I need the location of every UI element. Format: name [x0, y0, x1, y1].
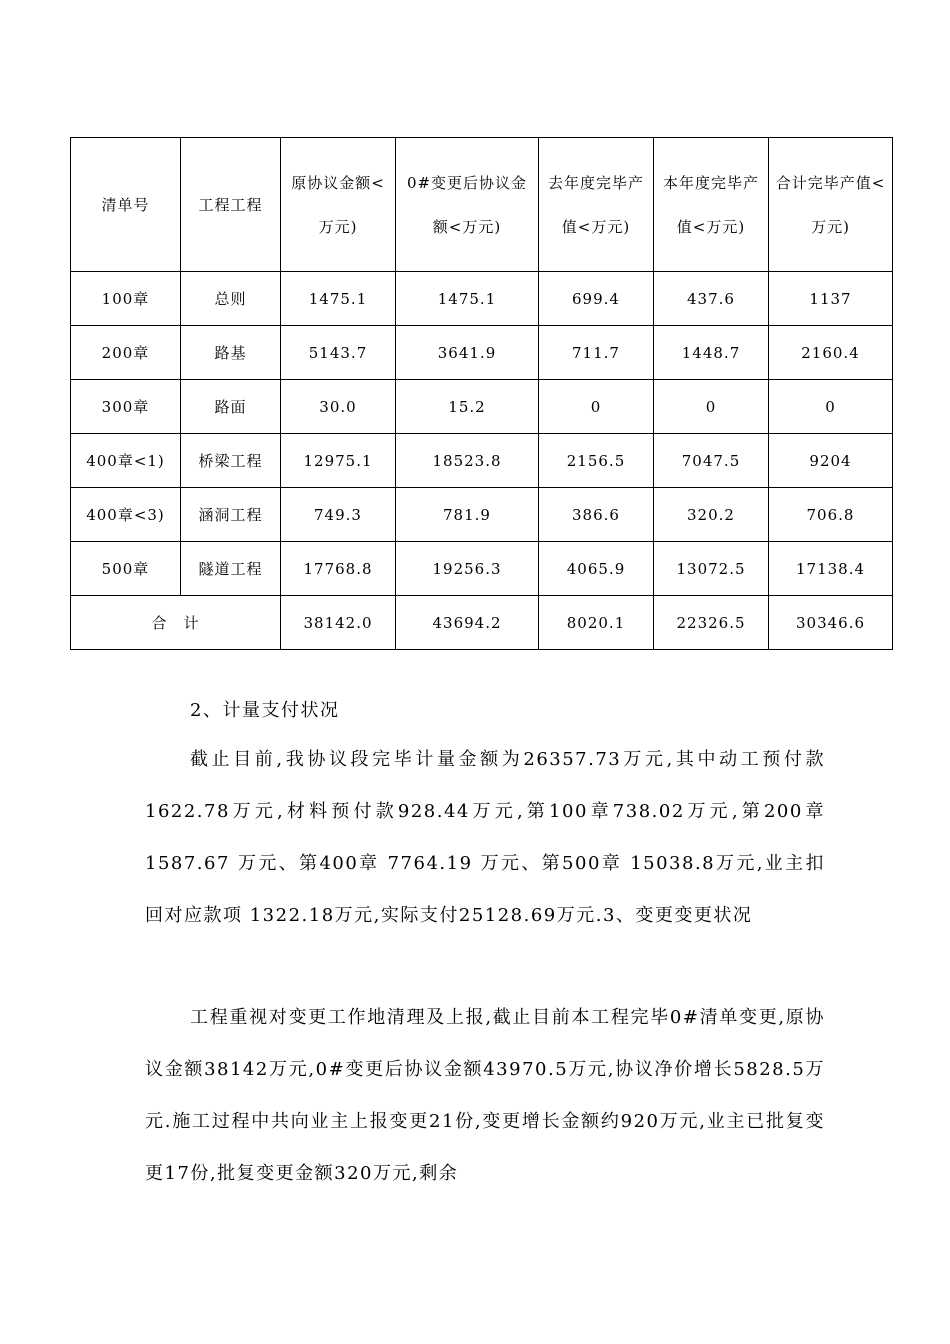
table-row	[71, 434, 893, 488]
cell-list-no: 400章<3)	[71, 488, 181, 542]
cell-project: 路基	[181, 326, 281, 380]
cell-list-no: 400章<1)	[71, 434, 181, 488]
cell-project: 路面	[181, 380, 281, 434]
total-this-year-output: 22326.5	[654, 596, 769, 650]
output-value-table	[70, 137, 893, 650]
table-row	[71, 542, 893, 596]
cell-this-year-output: 1448.7	[654, 326, 769, 380]
header-last-year-output: 去年度完毕产值<万元)	[539, 138, 654, 272]
cell-list-no: 300章	[71, 380, 181, 434]
table-row	[71, 326, 893, 380]
section-heading: 2、计量支付状况	[190, 700, 340, 721]
table-row	[71, 380, 893, 434]
cell-project: 隧道工程	[181, 542, 281, 596]
cell-changed-amount: 1475.1	[396, 272, 539, 326]
cell-last-year-output: 0	[539, 380, 654, 434]
cell-changed-amount: 19256.3	[396, 542, 539, 596]
table-row	[71, 488, 893, 542]
cell-total-output: 706.8	[769, 488, 893, 542]
cell-this-year-output: 0	[654, 380, 769, 434]
cell-project: 总则	[181, 272, 281, 326]
cell-total-output: 1137	[769, 272, 893, 326]
cell-last-year-output: 711.7	[539, 326, 654, 380]
cell-list-no: 200章	[71, 326, 181, 380]
cell-changed-amount: 15.2	[396, 380, 539, 434]
cell-original-amount: 1475.1	[281, 272, 396, 326]
header-total-output: 合计完毕产值<万元)	[769, 138, 893, 272]
total-label: 合 计	[71, 596, 281, 650]
cell-original-amount: 17768.8	[281, 542, 396, 596]
cell-changed-amount: 3641.9	[396, 326, 539, 380]
cell-last-year-output: 386.6	[539, 488, 654, 542]
payment-status-paragraph: 截止目前,我协议段完毕计量金额为26357.73万元,其中动工预付款1622.78万元,材料预付款928.44万元,第100章738.02万元,第200章1587.67 万元、第400章 7764.19 万元、第500章 15038.8万元,业主扣回对应款项 1322.18万元,实际支付25128.69万元.3、变更变更状况	[145, 749, 825, 926]
total-original-amount: 38142.0	[281, 596, 396, 650]
cell-last-year-output: 2156.5	[539, 434, 654, 488]
cell-last-year-output: 4065.9	[539, 542, 654, 596]
total-changed-amount: 43694.2	[396, 596, 539, 650]
cell-original-amount: 749.3	[281, 488, 396, 542]
table-row	[71, 272, 893, 326]
cell-this-year-output: 13072.5	[654, 542, 769, 596]
cell-original-amount: 12975.1	[281, 434, 396, 488]
cell-project: 桥梁工程	[181, 434, 281, 488]
total-last-year-output: 8020.1	[539, 596, 654, 650]
table-total-row	[71, 596, 893, 650]
cell-this-year-output: 7047.5	[654, 434, 769, 488]
cell-last-year-output: 699.4	[539, 272, 654, 326]
cell-changed-amount: 18523.8	[396, 434, 539, 488]
cell-total-output: 17138.4	[769, 542, 893, 596]
cell-project: 涵洞工程	[181, 488, 281, 542]
total-total-output: 30346.6	[769, 596, 893, 650]
cell-original-amount: 5143.7	[281, 326, 396, 380]
header-project: 工程工程	[181, 138, 281, 272]
table-header-row	[71, 138, 893, 272]
cell-this-year-output: 320.2	[654, 488, 769, 542]
cell-total-output: 2160.4	[769, 326, 893, 380]
header-this-year-output: 本年度完毕产值<万元)	[654, 138, 769, 272]
header-list-no: 清单号	[71, 138, 181, 272]
change-status-paragraph: 工程重视对变更工作地清理及上报,截止目前本工程完毕0#清单变更,原协议金额38142万元,0#变更后协议金额43970.5万元,协议净价增长5828.5万元.施工过程中共向业主上报变更21份,变更增长金额约920万元,业主已批复变更17份,批复变更金额320万元,剩余	[145, 1007, 825, 1184]
cell-total-output: 0	[769, 380, 893, 434]
cell-total-output: 9204	[769, 434, 893, 488]
cell-changed-amount: 781.9	[396, 488, 539, 542]
header-original-amount: 原协议金额<万元)	[281, 138, 396, 272]
cell-list-no: 500章	[71, 542, 181, 596]
cell-original-amount: 30.0	[281, 380, 396, 434]
cell-list-no: 100章	[71, 272, 181, 326]
header-changed-amount: 0#变更后协议金额<万元)	[396, 138, 539, 272]
cell-this-year-output: 437.6	[654, 272, 769, 326]
